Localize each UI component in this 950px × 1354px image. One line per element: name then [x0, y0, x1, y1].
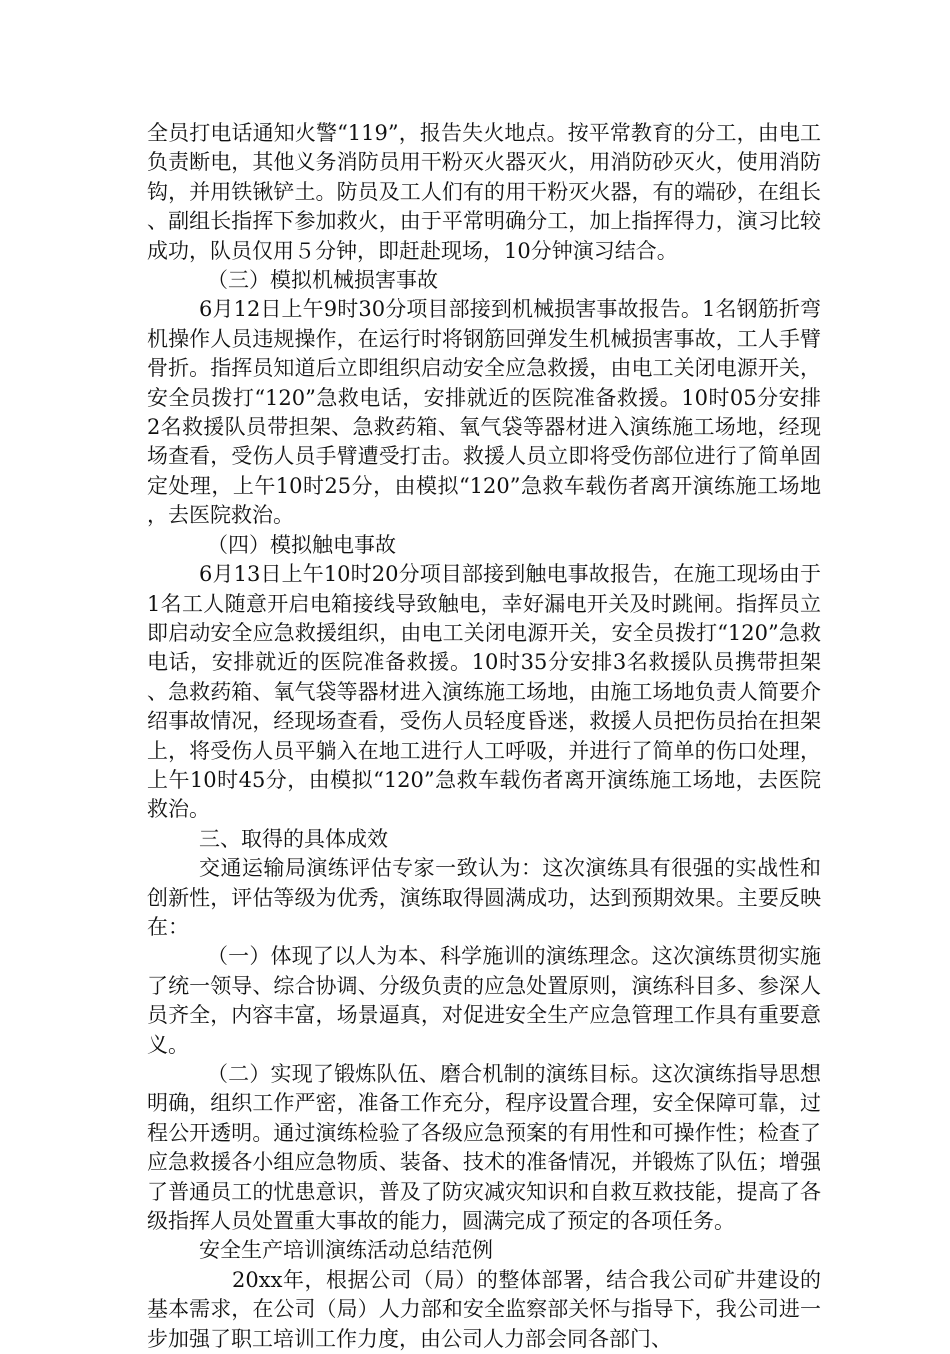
paragraph-mechanical-injury: 6月12日上午9时30分项目部接到机械损害事故报告。1名钢筋折弯机操作人员违规操作，在运行时将钢筋回弹发生机械损害事故，工人手臂骨折。指挥员知道后立即组织启动安全应急救援，由电工关闭电源开关，安全员拨打“120”急救电话，安排就近的医院准备救援。10时05分安排2名救援队员带担架、急救药箱、氧气袋等器材进入演练施工场地，经现场查看，受伤人员手臂遭受打击。救援人员立即将受伤部位进行了简单固定处理，上午10时25分，由模拟“120”急救车载伤者离开演练施工场地，去医院救治。 [147, 297, 821, 528]
heading-results: 三、取得的具体成效 [199, 826, 388, 851]
heading-electric-shock: （四）模拟触电事故 [207, 532, 396, 557]
paragraph-fire-drill-continued: 全员打电话通知火警“119”，报告失火地点。按平常教育的分工，由电工负责断电，其他义务消防员用干粉灭火器灭火，用消防砂灭火，使用消防钩，并用铁锹铲土。防员及工人们有的用干粉灭火器，有的端砂，在组长、副组长指挥下参加救火，由于平常明确分工，加上指挥得力，演习比较成功，队员仅用５分钟，即赶赴现场，10分钟演习结合。 [147, 121, 821, 263]
paragraph-electric-shock: 6月13日上午10时20分项目部接到触电事故报告，在施工现场由于1名工人随意开启电箱接线导致触电，幸好漏电开关及时跳闸。指挥员立即启动安全应急救援组织，由电工关闭电源开关，安全员拨打“120”急救电话，安排就近的医院准备救援。10时35分安排3名救援队员携带担架、急救药箱、氧气袋等器材进入演练施工场地，由施工场地负责人简要介绍事故情况，经现场查看，受伤人员轻度昏迷，救援人员把伤员抬在担架上，将受伤人员平躺入在地工进行人工呼吸，并进行了简单的伤口处理，上午10时45分，由模拟“120”急救车载伤者离开演练施工场地，去医院救治。 [147, 562, 821, 822]
heading-mechanical-injury: （三）模拟机械损害事故 [207, 268, 438, 293]
paragraph-result-two: （二）实现了锻炼队伍、磨合机制的演练目标。这次演练指导思想明确，组织工作严密，准备工作充分，程序设置合理，安全保障可靠，过程公开透明。通过演练检验了各级应急预案的有用性和可操作性；检查了应急救援各小组应急物质、装备、技术的准备情况，并锻炼了队伍；增强了普通员工的忧患意识，普及了防灾减灾知识和自救互救技能，提高了各级指挥人员处置重大事故的能力，圆满完成了预定的各项任务。 [147, 1062, 821, 1234]
heading-training-summary: 安全生产培训演练活动总结范例 [199, 1238, 493, 1263]
document-body [147, 119, 821, 1354]
paragraph-expert-evaluation: 交通运输局演练评估专家一致认为：这次演练具有很强的实战性和创新性，评估等级为优秀，演练取得圆满成功，达到预期效果。主要反映在： [147, 856, 821, 939]
paragraph-training-intro: 20xx年，根据公司（局）的整体部署，结合我公司矿井建设的基本需求，在公司（局）人力部和安全监察部关怀与指导下，我公司进一步加强了职工培训工作力度，由公司人力部会同各部门、 [147, 1267, 821, 1351]
paragraph-result-one: （一）体现了以人为本、科学施训的演练理念。这次演练贯彻实施了统一领导、综合协调、分级负责的应急处置原则，演练科目多、参深人员齐全，内容丰富，场景逼真，对促进安全生产应急管理工作具有重要意义。 [147, 944, 821, 1057]
